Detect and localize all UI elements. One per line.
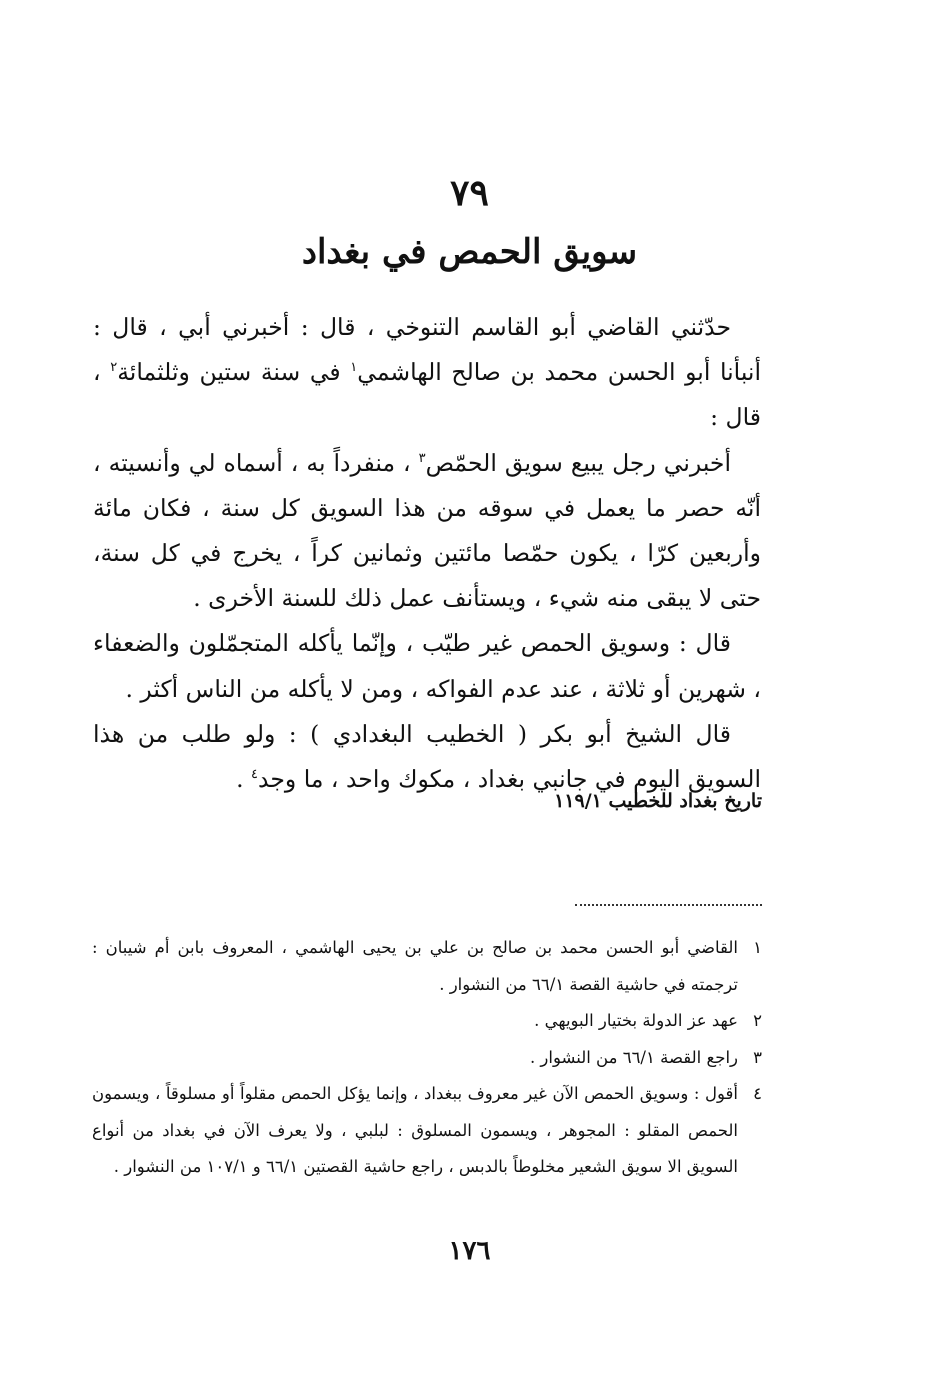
footnote-1 — [92, 930, 762, 1003]
body-text-segment: قال الشيخ أبو بكر ( الخطيب البغدادي ) : ولو طلب من هذا السويق اليوم في جانبي بغداد ، مكوك واحد ، ما وجد — [93, 719, 761, 794]
footnote-2 — [92, 1003, 762, 1040]
footnote-ref-4: ٤ — [251, 767, 259, 783]
body-text-segment: أخبرني رجل يبيع سويق الحمّص — [425, 448, 731, 477]
body-paragraph-2 — [93, 441, 761, 622]
footnote-number: ٤ — [753, 1084, 762, 1103]
footnote-text: راجع القصة ٦٦/١ من النشوار . — [529, 1047, 738, 1067]
footnote-3 — [92, 1040, 762, 1077]
body-text-segment: في سنة ستين وثلثمائة — [117, 358, 351, 387]
footnote-text: أقول : وسويق الحمص الآن غير معروف ببغداد ، وإنما يؤكل الحمص مقلواً أو مسلوقاً ، ويسمون الحمص المقلو : المجوهر ، ويسمون المسلوق : لبلبي ، ولا يعرف الآن في بغداد من أنواع السويق الا سويق الشعير مخلوطاً بالدبس ، راجع حاشية القصتين ٦٦/١ و ١٠٧/١ من النشوار . — [92, 1084, 738, 1176]
footnote-number: ٣ — [753, 1047, 762, 1067]
footnote-text: عهد عز الدولة بختيار البويهي . — [534, 1011, 738, 1030]
body-text-segment: حدّثني القاضي أبو القاسم التنوخي ، قال : أخبرني أبي ، قال : أنبأنا أبو الحسن محمد بن صالح الهاشمي — [93, 313, 761, 387]
story-number: ٧٩ — [450, 172, 489, 214]
body-text-segment: . — [236, 765, 252, 794]
body-text-segment: ، منفرداً به ، أسماه لي وأنسيته ، أنّه حصر ما يعمل في سوقه من هذا السويق كل سنة ، فكان مائة وأربعين كرّا ، يكون حمّصا مائتين وثمانين كراً ، يخرج في كل سنة، حتى لا يبقى منه شيء ، ويستأنف عمل ذلك للسنة الأخرى . — [93, 448, 761, 613]
footnote-4 — [92, 1076, 762, 1186]
footnote-ref-1: ١ — [350, 360, 358, 376]
story-body — [93, 305, 761, 802]
source-citation: تاريخ بغداد للخطيب ١١٩/١ — [554, 790, 762, 812]
footnote-ref-2: ٢ — [110, 360, 118, 376]
footnote-text: القاضي أبو الحسن محمد بن صالح بن علي بن يحيى الهاشمي ، المعروف بابن أم شيبان : ترجمته في حاشية القصة ٦٦/١ من النشوار . — [92, 938, 738, 994]
body-paragraph-1 — [93, 305, 761, 441]
footnote-number: ١ — [753, 938, 762, 957]
story-title: سويق الحمص في بغداد — [301, 232, 638, 272]
footnote-ref-3: ٣ — [418, 450, 426, 466]
page-number: ١٧٦ — [448, 1236, 491, 1266]
footnote-divider — [575, 904, 762, 906]
body-paragraph-3: قال : وسويق الحمص غير طيّب ، وإنّما يأكله المتجمّلون والضعفاء ، شهرين أو ثلاثة ، عند عدم الفواكه ، ومن لا يأكله من الناس أكثر . — [93, 629, 761, 703]
body-text-segment: ، قال : — [93, 358, 761, 432]
footnotes — [92, 930, 762, 1186]
footnote-number: ٢ — [753, 1011, 762, 1030]
